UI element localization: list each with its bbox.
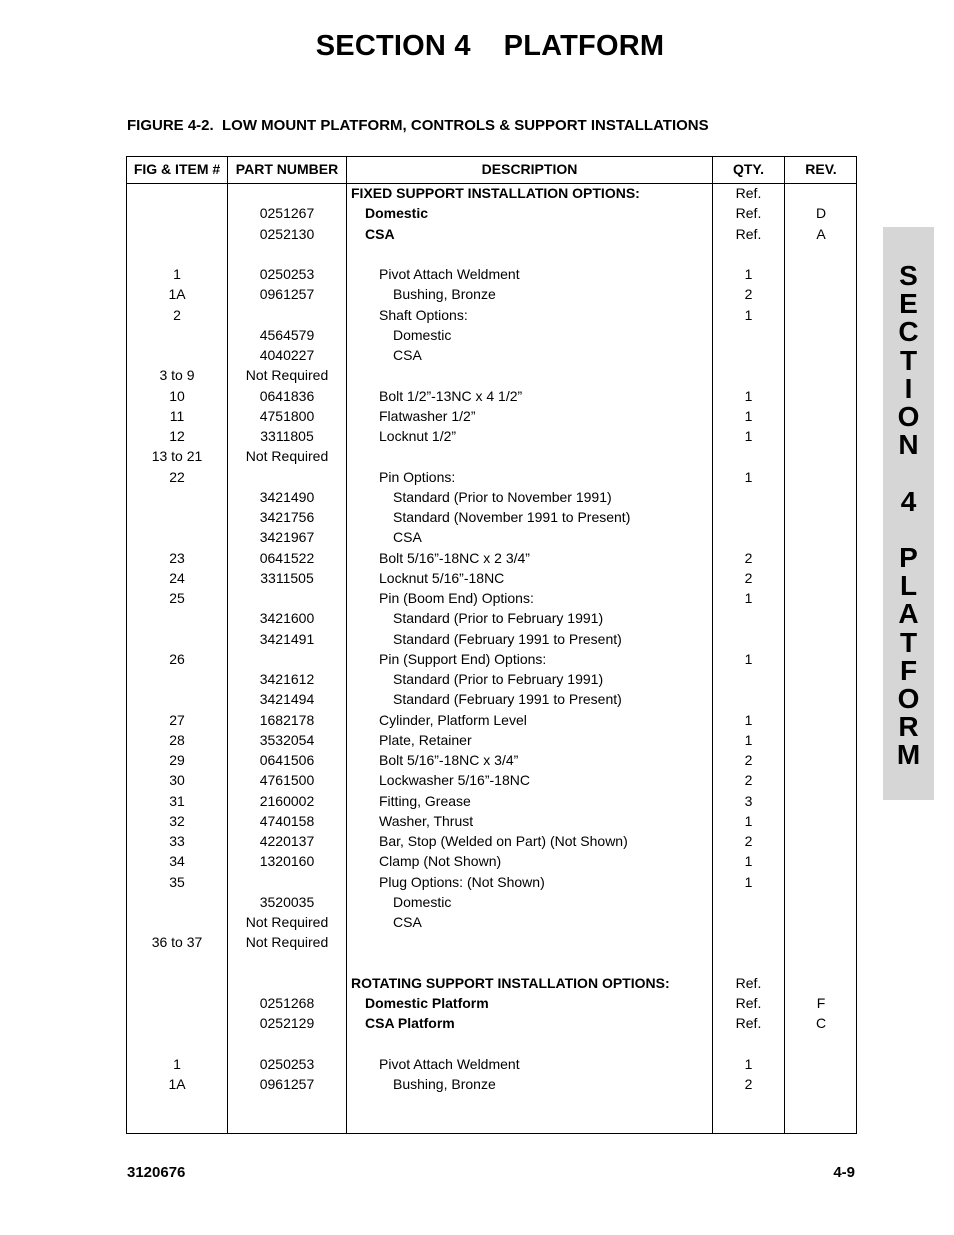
table-row	[127, 892, 856, 912]
part-number-cell: 3421491	[259, 630, 315, 647]
header-description: DESCRIPTION	[481, 161, 578, 177]
part-number-cell: Not Required	[245, 448, 329, 465]
qty-cell: Ref.	[735, 225, 762, 242]
side-tab-letter: O	[897, 683, 920, 714]
table-row	[127, 1074, 856, 1094]
side-tab-letter: T	[899, 626, 918, 658]
side-tab-letter: 4	[900, 485, 917, 517]
side-tab-letter: C	[898, 316, 919, 348]
part-number-cell: 1682178	[259, 711, 315, 728]
part-number-cell: 4040227	[259, 347, 315, 363]
table-row	[127, 588, 856, 608]
part-number-cell: 1320160	[259, 853, 315, 870]
table-row	[127, 183, 856, 203]
fig-item-cell: 35	[169, 873, 185, 890]
table-row	[127, 284, 856, 304]
header-qty: QTY.	[732, 161, 765, 177]
fig-item-cell: 29	[169, 752, 185, 768]
description-cell: Pivot Attach Weldment	[379, 1055, 520, 1072]
part-number-cell: 0251267	[259, 205, 315, 222]
table-row	[127, 203, 856, 223]
table-row	[127, 831, 856, 851]
description-cell: Cylinder, Platform Level	[379, 711, 527, 728]
table-row	[127, 507, 856, 527]
qty-cell: 2	[744, 569, 753, 586]
qty-cell: 2	[744, 1076, 753, 1092]
qty-cell: 1	[744, 812, 753, 829]
table-row	[127, 710, 856, 730]
part-number-cell: 0252129	[259, 1015, 315, 1032]
qty-cell: 2	[744, 833, 753, 849]
table-row	[127, 1013, 856, 1033]
table-row	[127, 446, 856, 466]
header-rev: REV.	[805, 161, 837, 177]
table-row	[127, 244, 856, 264]
table-row	[127, 649, 856, 669]
qty-cell: Ref.	[735, 205, 762, 222]
description-cell: Pin Options:	[379, 468, 456, 485]
document-number: 3120676	[127, 1164, 186, 1181]
qty-cell: 1	[744, 306, 753, 323]
table-row	[127, 426, 856, 446]
fig-item-cell: 10	[169, 387, 185, 404]
fig-item-cell: 32	[169, 812, 185, 829]
section-title: SECTION 4 PLATFORM	[315, 30, 665, 62]
description-cell: Lockwasher 5/16”-18NC	[379, 772, 530, 789]
fig-item-cell: 13 to 21	[151, 448, 203, 465]
table-row	[127, 973, 856, 993]
description-cell: CSA	[393, 914, 422, 930]
description-cell: Bushing, Bronze	[393, 1076, 496, 1092]
part-number-cell: 2160002	[259, 792, 315, 809]
description-cell: Locknut 1/2”	[379, 428, 457, 444]
description-cell: Bolt 5/16”-18NC x 3/4”	[379, 752, 519, 768]
fig-item-cell: 26	[169, 650, 185, 667]
side-tab-letter: S	[899, 260, 918, 291]
table-row	[127, 224, 856, 244]
side-tab-letter: L	[899, 570, 918, 602]
description-cell: Fitting, Grease	[379, 792, 471, 809]
description-cell: Pivot Attach Weldment	[379, 266, 520, 282]
qty-cell: 2	[744, 772, 753, 789]
part-number-cell: 0641506	[259, 752, 315, 768]
description-cell: Plug Options: (Not Shown)	[379, 873, 545, 890]
side-tab-letter: T	[899, 344, 918, 376]
table-row	[127, 386, 856, 406]
part-number-cell: 3421967	[259, 529, 315, 546]
side-tab-letter: N	[898, 429, 919, 461]
description-cell: Clamp (Not Shown)	[379, 853, 502, 870]
table-row	[127, 730, 856, 750]
parts-table	[126, 156, 857, 1134]
part-number-cell: Not Required	[245, 934, 329, 951]
description-cell: Washer, Thrust	[379, 812, 474, 829]
table-row	[127, 993, 856, 1013]
description-cell: Pin (Boom End) Options:	[379, 590, 534, 606]
rev-cell: C	[815, 1015, 827, 1032]
table-row	[127, 608, 856, 628]
part-number-cell: 4220137	[259, 833, 315, 849]
description-cell: Shaft Options:	[379, 306, 468, 323]
qty-cell: 1	[744, 711, 753, 728]
part-number-cell: 3421494	[259, 691, 315, 708]
table-row	[127, 568, 856, 588]
description-cell: Standard (Prior to November 1991)	[393, 488, 612, 505]
part-number-cell: 0961257	[259, 286, 315, 303]
rev-cell: A	[816, 225, 826, 242]
rev-cell: F	[816, 995, 826, 1011]
rev-cell: D	[815, 205, 827, 222]
description-cell: Domestic	[393, 893, 452, 910]
part-number-cell: 3421600	[259, 610, 315, 627]
part-number-cell: Not Required	[245, 914, 329, 930]
fig-item-cell: 25	[169, 590, 185, 606]
part-number-cell: 0641836	[259, 387, 315, 404]
part-number-cell: 3421612	[259, 671, 315, 687]
table-row	[127, 811, 856, 831]
side-tab-letter: F	[899, 654, 918, 686]
fig-item-cell: 33	[169, 833, 185, 849]
side-tab-letter: R	[898, 711, 919, 743]
part-number-cell: 3520035	[259, 893, 315, 910]
qty-cell: 1	[744, 468, 753, 485]
description-cell: Standard (February 1991 to Present)	[393, 691, 622, 708]
fig-item-cell: 1A	[168, 286, 186, 303]
part-number-cell: 4740158	[259, 812, 315, 829]
description-cell: Standard (Prior to February 1991)	[393, 671, 604, 687]
fig-item-cell: 11	[169, 407, 185, 424]
description-cell: Bushing, Bronze	[393, 286, 496, 303]
fig-item-cell: 27	[169, 711, 185, 728]
table-row	[127, 467, 856, 487]
figure-caption: FIGURE 4-2. LOW MOUNT PLATFORM, CONTROLS & SUPPORT INSTALLATIONS	[127, 117, 709, 134]
qty-cell: Ref.	[735, 1015, 762, 1032]
description-cell: Bolt 5/16”-18NC x 2 3/4”	[379, 549, 530, 566]
qty-cell: 1	[744, 428, 753, 444]
header-part-number: PART NUMBER	[235, 161, 339, 177]
fig-item-cell: 34	[169, 853, 185, 870]
table-row	[127, 669, 856, 689]
qty-cell: 1	[744, 407, 753, 424]
table-row	[127, 264, 856, 284]
table-row	[127, 872, 856, 892]
qty-cell: Ref.	[735, 974, 762, 991]
table-row	[127, 629, 856, 649]
table-row	[127, 527, 856, 547]
side-tab-letter: A	[898, 598, 919, 630]
part-number-cell: 3311805	[260, 428, 314, 444]
table-row	[127, 406, 856, 426]
table-row	[127, 851, 856, 871]
table-row	[127, 689, 856, 709]
qty-cell: 2	[744, 752, 753, 768]
part-number-cell: 3421756	[259, 509, 315, 525]
part-number-cell: 0961257	[259, 1076, 315, 1092]
fig-item-cell: 28	[169, 731, 185, 748]
qty-cell: 1	[744, 387, 753, 404]
page-number: 4-9	[833, 1164, 855, 1181]
description-cell: Bar, Stop (Welded on Part) (Not Shown)	[379, 833, 628, 849]
description-cell: CSA	[365, 225, 395, 242]
fig-item-cell: 31	[169, 792, 185, 809]
part-number-cell: 0252130	[259, 225, 315, 242]
part-number-cell: 4564579	[259, 326, 315, 343]
fig-item-cell: 30	[169, 772, 185, 789]
part-number-cell: Not Required	[245, 367, 329, 384]
part-number-cell: 3532054	[259, 731, 315, 748]
table-row	[127, 365, 856, 385]
table-row	[127, 345, 856, 365]
table-row	[127, 953, 856, 973]
table-row	[127, 770, 856, 790]
description-cell: Plate, Retainer	[379, 731, 472, 748]
fig-item-cell: 1	[173, 266, 181, 282]
part-number-cell: 0251268	[259, 995, 315, 1011]
qty-cell: 1	[744, 1055, 753, 1072]
qty-cell: Ref.	[735, 995, 762, 1011]
table-row	[127, 305, 856, 325]
side-tab-letter: M	[896, 739, 921, 771]
description-cell: Standard (February 1991 to Present)	[393, 630, 622, 647]
qty-cell: 2	[744, 549, 753, 566]
qty-cell: 1	[744, 731, 753, 748]
part-number-cell: 0250253	[259, 1055, 315, 1072]
side-tab-letter: E	[899, 288, 918, 320]
table-row	[127, 791, 856, 811]
description-cell: Standard (Prior to February 1991)	[393, 610, 604, 627]
description-cell: Locknut 5/16”-18NC	[379, 569, 505, 586]
fig-item-cell: 1A	[168, 1076, 186, 1092]
fig-item-cell: 22	[169, 468, 185, 485]
qty-cell: 1	[744, 650, 753, 667]
fig-item-cell: 3 to 9	[159, 367, 195, 384]
side-tab-letter: O	[897, 401, 920, 432]
description-cell: Flatwasher 1/2”	[379, 407, 476, 424]
table-row	[127, 548, 856, 568]
fig-item-cell: 23	[169, 549, 185, 566]
part-number-cell: 0641522	[259, 549, 315, 566]
description-cell: Standard (November 1991 to Present)	[393, 509, 631, 525]
part-number-cell: 4761500	[259, 772, 315, 789]
side-tab-letter: P	[899, 542, 918, 573]
description-cell: ROTATING SUPPORT INSTALLATION OPTIONS:	[351, 974, 670, 991]
table-row	[127, 487, 856, 507]
description-cell: Domestic Platform	[365, 995, 489, 1011]
fig-item-cell: 12	[169, 428, 185, 444]
fig-item-cell: 36 to 37	[151, 934, 203, 951]
part-number-cell: 3311505	[260, 569, 314, 586]
fig-item-cell: 24	[169, 569, 185, 586]
qty-cell: 1	[744, 266, 753, 282]
side-tab-letter: I	[904, 372, 913, 404]
table-row	[127, 1054, 856, 1074]
description-cell: FIXED SUPPORT INSTALLATION OPTIONS:	[351, 185, 640, 201]
description-cell: CSA Platform	[365, 1015, 455, 1032]
table-row	[127, 325, 856, 345]
part-number-cell: 3421490	[259, 488, 315, 505]
fig-item-cell: 1	[173, 1055, 181, 1072]
description-cell: Domestic	[365, 205, 429, 222]
description-cell: CSA	[393, 529, 422, 546]
qty-cell: 1	[744, 853, 753, 870]
table-row	[127, 750, 856, 770]
qty-cell: 1	[744, 590, 753, 606]
qty-cell: Ref.	[735, 185, 762, 201]
section-side-tab	[883, 227, 934, 800]
fig-item-cell: 2	[173, 306, 181, 323]
qty-cell: 1	[744, 873, 753, 890]
description-cell: Bolt 1/2”-13NC x 4 1/2”	[379, 387, 523, 404]
qty-cell: 3	[744, 792, 753, 809]
header-fig: FIG & ITEM #	[133, 161, 221, 177]
description-cell: Domestic	[393, 326, 452, 343]
qty-cell: 2	[744, 286, 753, 303]
table-row	[127, 1034, 856, 1054]
table-row	[127, 912, 856, 932]
part-number-cell: 4751800	[259, 407, 315, 424]
table-row	[127, 932, 856, 952]
part-number-cell: 0250253	[259, 266, 315, 282]
description-cell: CSA	[393, 347, 422, 363]
description-cell: Pin (Support End) Options:	[379, 650, 547, 667]
